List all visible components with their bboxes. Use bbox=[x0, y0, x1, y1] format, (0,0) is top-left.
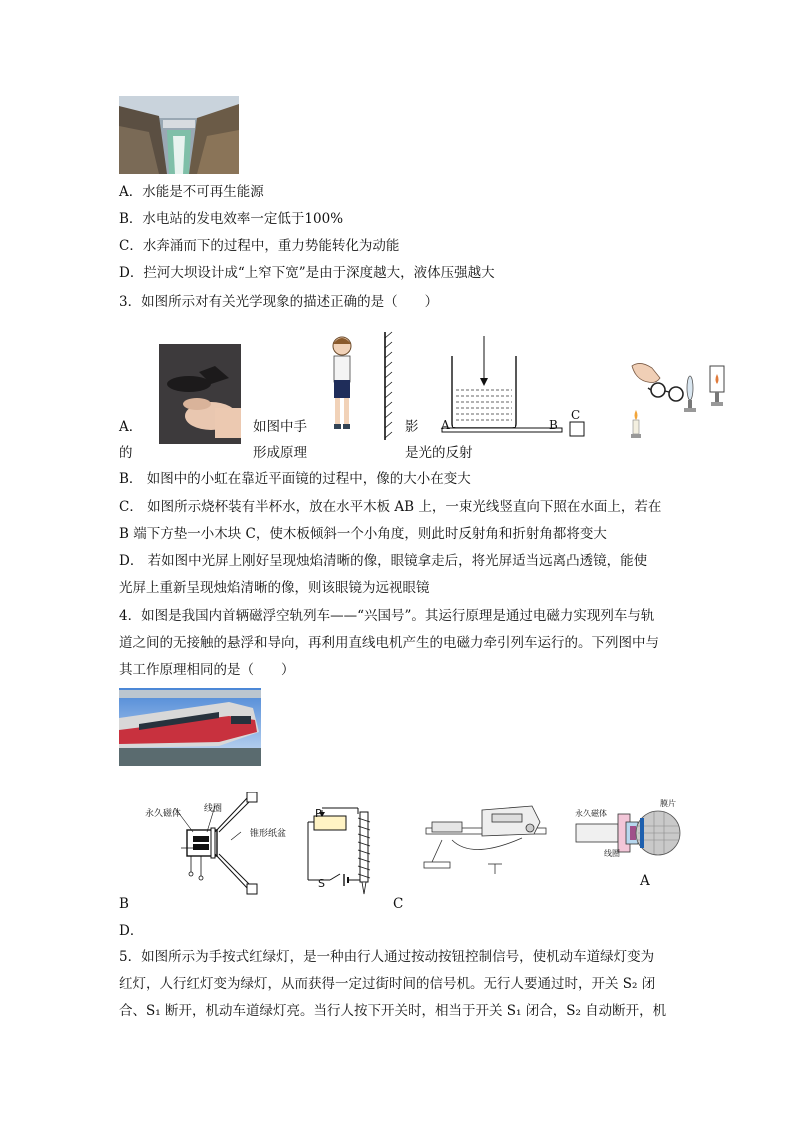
dam-photo bbox=[119, 96, 239, 174]
q2-option-b: B．水电站的发电效率一定低于100% bbox=[119, 211, 344, 227]
q3-opt-a-frag5: 是光的反射 bbox=[405, 445, 473, 461]
q5-stem-line3: 合、S₁ 断开，机动车道绿灯亮。当行人按下开关时，相当于开关 S₁ 闭合，S₂ 自动断开，机 bbox=[119, 1003, 667, 1019]
q3-opt-a-frag2: 影 bbox=[405, 419, 419, 435]
q2-option-a: A．水能是不可再生能源 bbox=[119, 184, 264, 200]
q3-option-d-line2: 光屏上重新呈现烛焰清晰的像，则该眼镜为远视眼镜 bbox=[119, 580, 430, 596]
q4-option-b-letter: B bbox=[119, 896, 129, 912]
speaker-label-cone: 锥形纸盆 bbox=[250, 829, 287, 839]
q3-option-d-line1: D． 若如图中光屏上刚好呈现烛焰清晰的像，眼镜拿走后，将光屏适当远离凸透镜，能使 bbox=[119, 553, 648, 569]
q3-opt-a-frag3: 的 bbox=[119, 445, 133, 461]
beaker-label-c: C bbox=[571, 408, 581, 422]
q3-stem: 3．如图所示对有关光学现象的描述正确的是（ ） bbox=[119, 294, 439, 310]
q4-stem-line3: 其工作原理相同的是（ ） bbox=[119, 662, 295, 678]
q3-option-c-line2: B 端下方垫一小木块 C，使木板倾斜一个小角度，则此时反射角和折射角都将变大 bbox=[119, 526, 607, 542]
q4-stem-line1: 4．如图是我国内首辆磁浮空轨列车——“兴国号”。其运行原理是通过电磁力实现列车与轨 bbox=[119, 608, 655, 624]
q2-option-d: D．拦河大坝设计成“上窄下宽”是由于深度越大，液体压强越大 bbox=[119, 265, 495, 281]
beaker-label-b: B bbox=[549, 418, 558, 432]
q3-opt-a-frag1: 如图中手 bbox=[253, 419, 307, 435]
circuit-label-s: S bbox=[318, 877, 325, 890]
circuit-label-p: P bbox=[315, 807, 322, 820]
glasses-lens-figure bbox=[626, 360, 730, 442]
q2-option-c: C．水奔涌而下的过程中，重力势能转化为动能 bbox=[119, 238, 400, 254]
q5-stem-line1: 5．如图所示为手按式红绿灯，是一种由行人通过按动按钮控制信号，使机动车道绿灯变为 bbox=[119, 949, 655, 965]
hand-shadow-photo bbox=[159, 344, 241, 444]
q5-stem-line2: 红灯，人行红灯变为绿灯，从而获得一定过街时间的信号机。无行人要通过时，开关 S₂ 闭 bbox=[119, 976, 656, 992]
q3-opt-a-frag4: 形成原理 bbox=[253, 445, 307, 461]
beaker-figure bbox=[440, 334, 590, 440]
q4-stem-line2: 道之间的无接触的悬浮和导向，再利用直线电机产生的电磁力牵引列车运行的。下列图中与 bbox=[119, 635, 659, 651]
q4-option-a-letter: A bbox=[640, 873, 650, 889]
q4-option-d-letter: D． bbox=[119, 923, 144, 939]
speaker-label-magnet: 永久磁体 bbox=[145, 809, 182, 819]
q3-opt-a-label: A． bbox=[119, 419, 143, 435]
q3-option-b: B． 如图中的小虹在靠近平面镜的过程中，像的大小在变大 bbox=[119, 471, 471, 487]
mic-label-membrane: 膜片 bbox=[660, 799, 676, 808]
mic-label-coil: 线圈 bbox=[604, 849, 620, 858]
speaker-label-coil: 线圈 bbox=[204, 804, 223, 814]
q4-option-c-letter: C bbox=[393, 896, 404, 912]
q3-option-c-line1: C． 如图所示烧杯装有半杯水，放在水平木板 AB 上，一束光线竖直向下照在水面上，若在 bbox=[119, 499, 662, 515]
mic-label-magnet: 永久磁体 bbox=[575, 809, 607, 818]
girl-mirror-figure bbox=[322, 330, 402, 442]
motor-apparatus-figure bbox=[422, 800, 550, 880]
beaker-label-a: A bbox=[441, 418, 450, 432]
maglev-train-photo bbox=[119, 688, 261, 766]
